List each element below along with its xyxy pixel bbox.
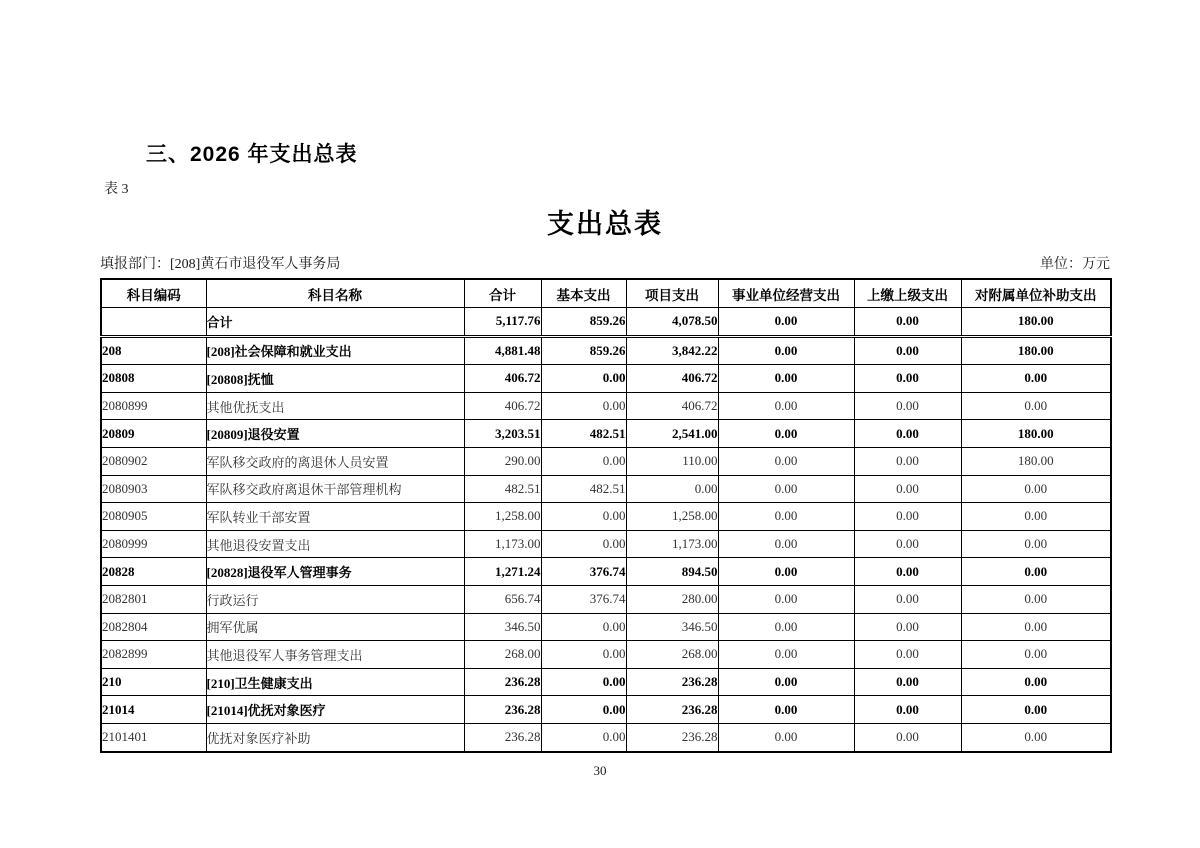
value-cell: 0.00 (961, 585, 1111, 613)
value-cell: 482.51 (464, 475, 541, 503)
subject-code-cell: 2080902 (101, 447, 206, 475)
value-cell: 110.00 (626, 447, 718, 475)
value-cell: 0.00 (718, 558, 854, 586)
value-cell: 0.00 (718, 503, 854, 531)
value-cell: 236.28 (464, 668, 541, 696)
subject-code-cell: 2082899 (101, 641, 206, 669)
page-content (100, 0, 1110, 753)
table-row (101, 723, 1111, 751)
table-label: 表 3 (104, 182, 129, 197)
value-cell: 406.72 (626, 365, 718, 393)
subject-name-cell: 行政运行 (206, 585, 464, 613)
column-header: 对附属单位补助支出 (961, 279, 1111, 308)
value-cell: 0.00 (718, 723, 854, 751)
value-cell: 0.00 (854, 530, 961, 558)
subject-code-cell: 21014 (101, 696, 206, 724)
value-cell: 656.74 (464, 585, 541, 613)
value-cell: 0.00 (541, 641, 626, 669)
table-row (101, 308, 1111, 337)
table-row (101, 641, 1111, 669)
value-cell: 0.00 (718, 530, 854, 558)
value-cell: 482.51 (541, 420, 626, 448)
table-row (101, 392, 1111, 420)
subject-name-cell: [20828]退役军人管理事务 (206, 558, 464, 586)
value-cell: 0.00 (541, 613, 626, 641)
value-cell: 0.00 (718, 392, 854, 420)
value-cell: 0.00 (718, 475, 854, 503)
value-cell: 0.00 (541, 696, 626, 724)
value-cell: 236.28 (626, 723, 718, 751)
value-cell: 0.00 (718, 365, 854, 393)
column-header: 科目名称 (206, 279, 464, 308)
subject-code-cell: 208 (101, 336, 206, 365)
subject-code-cell (101, 308, 206, 337)
value-cell: 4,881.48 (464, 336, 541, 365)
value-cell: 0.00 (541, 365, 626, 393)
value-cell: 406.72 (464, 365, 541, 393)
value-cell: 0.00 (718, 668, 854, 696)
value-cell: 236.28 (464, 696, 541, 724)
value-cell: 180.00 (961, 336, 1111, 365)
subject-code-cell: 20809 (101, 420, 206, 448)
subject-code-cell: 20828 (101, 558, 206, 586)
value-cell: 0.00 (854, 641, 961, 669)
value-cell: 0.00 (961, 530, 1111, 558)
value-cell: 0.00 (854, 308, 961, 337)
subject-name-cell: 优抚对象医疗补助 (206, 723, 464, 751)
subject-name-cell: [208]社会保障和就业支出 (206, 336, 464, 365)
subject-name-cell: 军队转业干部安置 (206, 503, 464, 531)
subject-code-cell: 210 (101, 668, 206, 696)
value-cell: 0.00 (718, 336, 854, 365)
value-cell: 0.00 (854, 668, 961, 696)
table-row (101, 530, 1111, 558)
subject-name-cell: 拥军优属 (206, 613, 464, 641)
value-cell: 3,842.22 (626, 336, 718, 365)
subject-code-cell: 2101401 (101, 723, 206, 751)
section-heading: 三、2026 年支出总表 (146, 143, 358, 166)
value-cell: 0.00 (854, 613, 961, 641)
table-title: 支出总表 (547, 209, 663, 239)
column-header: 项目支出 (626, 279, 718, 308)
value-cell: 406.72 (464, 392, 541, 420)
value-cell: 0.00 (541, 668, 626, 696)
subject-name-cell: [20808]抚恤 (206, 365, 464, 393)
subject-name-cell: 其他退役军人事务管理支出 (206, 641, 464, 669)
table-row (101, 668, 1111, 696)
table-row (101, 558, 1111, 586)
table-row (101, 585, 1111, 613)
value-cell: 0.00 (961, 668, 1111, 696)
value-cell: 180.00 (961, 447, 1111, 475)
value-cell: 0.00 (718, 613, 854, 641)
value-cell: 1,258.00 (626, 503, 718, 531)
table-row (101, 420, 1111, 448)
value-cell: 3,203.51 (464, 420, 541, 448)
value-cell: 859.26 (541, 308, 626, 337)
table-row (101, 365, 1111, 393)
value-cell: 0.00 (854, 392, 961, 420)
table-meta-row (100, 253, 1110, 273)
value-cell: 2,541.00 (626, 420, 718, 448)
expenditure-summary-table (100, 278, 1112, 753)
page-number: 30 (593, 763, 607, 778)
table-row (101, 447, 1111, 475)
value-cell: 0.00 (541, 392, 626, 420)
value-cell: 268.00 (464, 641, 541, 669)
column-header: 基本支出 (541, 279, 626, 308)
unit-label: 单位：万元 (1040, 257, 1110, 272)
value-cell: 859.26 (541, 336, 626, 365)
table-row (101, 336, 1111, 365)
department-label: 填报部门：[208]黄石市退役军人事务局 (100, 257, 341, 272)
subject-code-cell: 2082804 (101, 613, 206, 641)
value-cell: 0.00 (854, 696, 961, 724)
table-header-row (101, 279, 1111, 308)
value-cell: 0.00 (961, 641, 1111, 669)
value-cell: 346.50 (626, 613, 718, 641)
value-cell: 0.00 (541, 447, 626, 475)
table-row (101, 475, 1111, 503)
column-header: 科目编码 (101, 279, 206, 308)
subject-name-cell: [21014]优抚对象医疗 (206, 696, 464, 724)
value-cell: 0.00 (961, 475, 1111, 503)
value-cell: 0.00 (626, 475, 718, 503)
subject-code-cell: 2080903 (101, 475, 206, 503)
subject-name-cell: 其他优抚支出 (206, 392, 464, 420)
value-cell: 0.00 (854, 336, 961, 365)
subject-name-cell: 其他退役安置支出 (206, 530, 464, 558)
value-cell: 0.00 (718, 641, 854, 669)
value-cell: 0.00 (718, 696, 854, 724)
value-cell: 1,173.00 (464, 530, 541, 558)
value-cell: 0.00 (854, 365, 961, 393)
value-cell: 290.00 (464, 447, 541, 475)
column-header: 事业单位经营支出 (718, 279, 854, 308)
value-cell: 0.00 (854, 723, 961, 751)
value-cell: 0.00 (854, 585, 961, 613)
value-cell: 0.00 (541, 723, 626, 751)
value-cell: 346.50 (464, 613, 541, 641)
value-cell: 0.00 (854, 447, 961, 475)
value-cell: 0.00 (961, 723, 1111, 751)
value-cell: 236.28 (464, 723, 541, 751)
value-cell: 0.00 (854, 420, 961, 448)
value-cell: 180.00 (961, 308, 1111, 337)
value-cell: 376.74 (541, 585, 626, 613)
subject-name-cell: [20809]退役安置 (206, 420, 464, 448)
value-cell: 0.00 (961, 392, 1111, 420)
value-cell: 236.28 (626, 668, 718, 696)
value-cell: 0.00 (854, 475, 961, 503)
subject-code-cell: 2080905 (101, 503, 206, 531)
subject-name-cell: [210]卫生健康支出 (206, 668, 464, 696)
table-row (101, 503, 1111, 531)
column-header: 上缴上级支出 (854, 279, 961, 308)
subject-name-cell: 军队移交政府离退休干部管理机构 (206, 475, 464, 503)
value-cell: 894.50 (626, 558, 718, 586)
subject-code-cell: 20808 (101, 365, 206, 393)
value-cell: 280.00 (626, 585, 718, 613)
value-cell: 0.00 (961, 613, 1111, 641)
value-cell: 0.00 (718, 447, 854, 475)
table-row (101, 613, 1111, 641)
value-cell: 406.72 (626, 392, 718, 420)
subject-code-cell: 2080999 (101, 530, 206, 558)
value-cell: 0.00 (961, 696, 1111, 724)
subject-code-cell: 2082801 (101, 585, 206, 613)
value-cell: 1,173.00 (626, 530, 718, 558)
value-cell: 0.00 (541, 503, 626, 531)
value-cell: 0.00 (854, 503, 961, 531)
value-cell: 1,271.24 (464, 558, 541, 586)
subject-name-cell: 合计 (206, 308, 464, 337)
value-cell: 236.28 (626, 696, 718, 724)
value-cell: 0.00 (718, 308, 854, 337)
value-cell: 0.00 (854, 558, 961, 586)
value-cell: 0.00 (718, 420, 854, 448)
value-cell: 482.51 (541, 475, 626, 503)
value-cell: 0.00 (961, 558, 1111, 586)
value-cell: 376.74 (541, 558, 626, 586)
value-cell: 0.00 (718, 585, 854, 613)
value-cell: 180.00 (961, 420, 1111, 448)
value-cell: 268.00 (626, 641, 718, 669)
table-row (101, 696, 1111, 724)
value-cell: 1,258.00 (464, 503, 541, 531)
value-cell: 4,078.50 (626, 308, 718, 337)
column-header: 合计 (464, 279, 541, 308)
value-cell: 0.00 (961, 503, 1111, 531)
value-cell: 0.00 (961, 365, 1111, 393)
subject-name-cell: 军队移交政府的离退休人员安置 (206, 447, 464, 475)
value-cell: 0.00 (541, 530, 626, 558)
subject-code-cell: 2080899 (101, 392, 206, 420)
value-cell: 5,117.76 (464, 308, 541, 337)
